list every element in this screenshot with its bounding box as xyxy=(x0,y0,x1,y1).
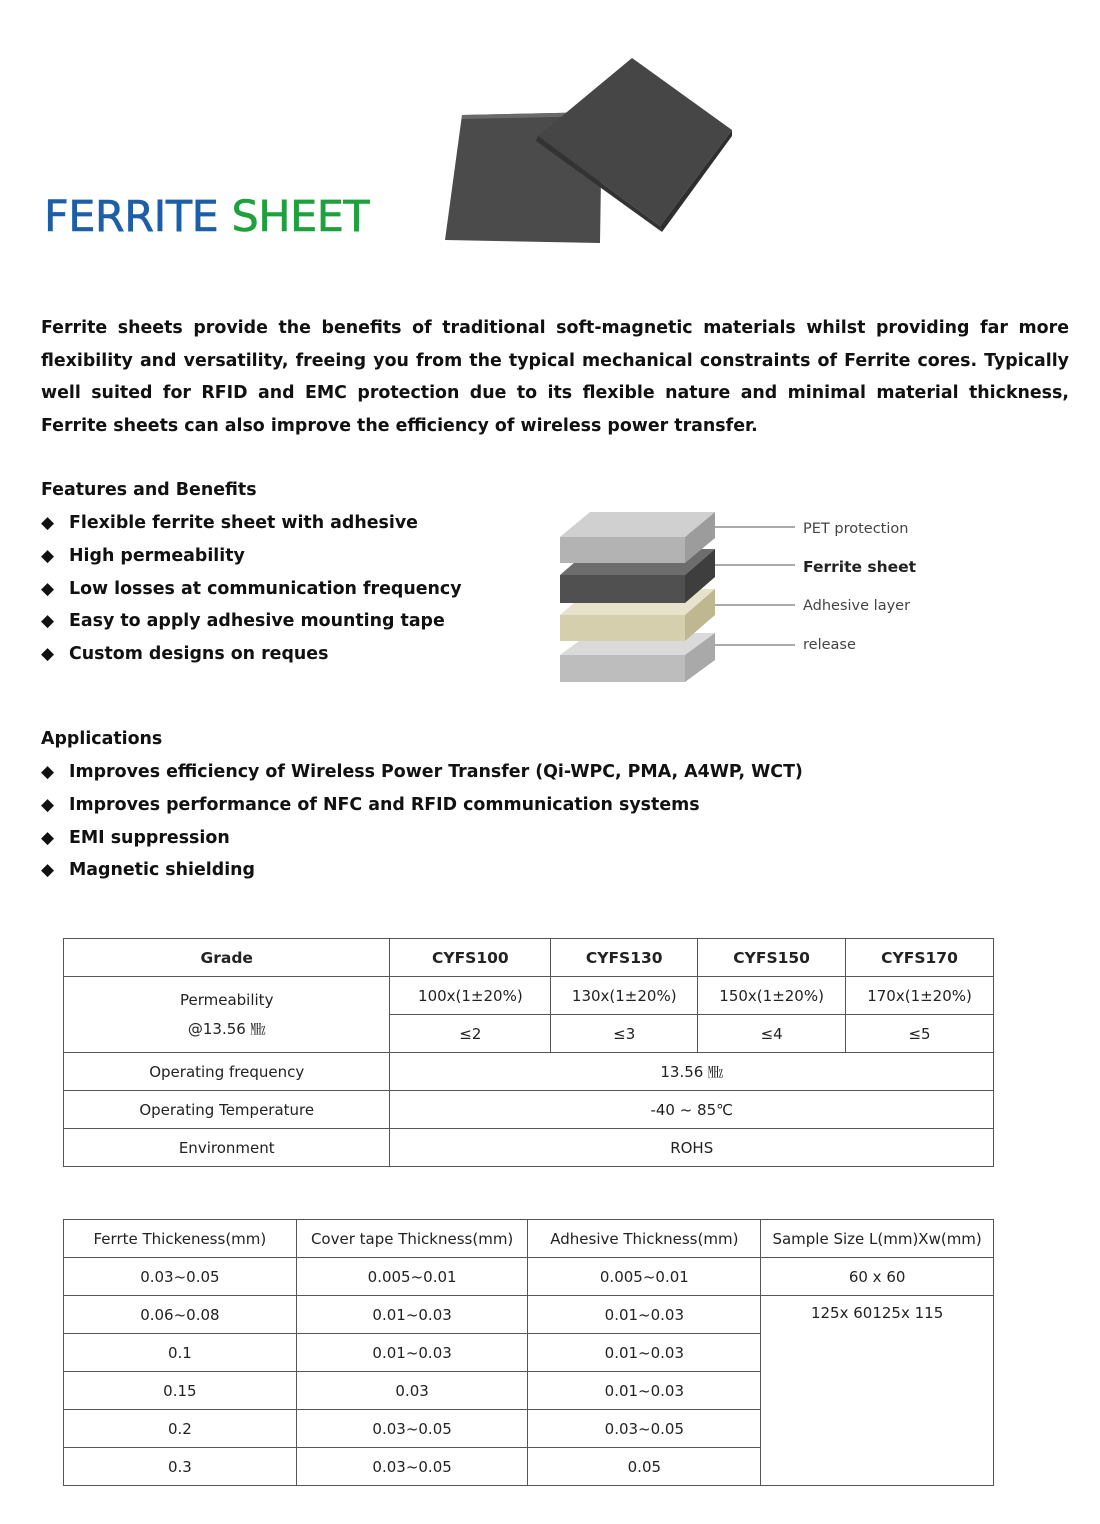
table-cell: Operating frequency xyxy=(64,1053,390,1091)
applications-heading: Applications xyxy=(41,729,163,749)
list-item: ◆ Custom designs on reques xyxy=(41,638,462,671)
table-header: Sample Size L(mm)Xw(mm) xyxy=(761,1220,994,1258)
adhesive-layer-front xyxy=(560,615,685,641)
grade-table xyxy=(63,938,994,1167)
table-cell: 170x(1±20%) xyxy=(846,977,994,1015)
table-cell: ≤3 xyxy=(551,1015,698,1053)
diamond-bullet-icon: ◆ xyxy=(41,762,55,782)
table-row xyxy=(64,1053,994,1091)
table-cell: 0.005~0.01 xyxy=(528,1258,761,1296)
thickness-table xyxy=(63,1219,994,1486)
title-sheet: SHEET xyxy=(231,192,370,242)
page-title xyxy=(44,192,369,242)
list-item: ◆ Magnetic shielding xyxy=(41,854,803,887)
table-cell: Operating Temperature xyxy=(64,1091,390,1129)
table-cell: 0.03~0.05 xyxy=(296,1410,528,1448)
table-cell: 0.01~0.03 xyxy=(528,1334,761,1372)
layer-label-ferrite: Ferrite sheet xyxy=(803,558,917,576)
table-cell: 150x(1±20%) xyxy=(698,977,846,1015)
diamond-bullet-icon: ◆ xyxy=(41,644,55,665)
table-header: Grade xyxy=(64,939,390,977)
ferrite-sheets-image xyxy=(440,40,740,250)
table-cell: 0.05 xyxy=(528,1448,761,1486)
table-header: CYFS170 xyxy=(846,939,994,977)
table-header: Cover tape Thickness(mm) xyxy=(296,1220,528,1258)
table-row xyxy=(64,1220,994,1258)
features-list xyxy=(41,507,462,671)
pet-layer-front xyxy=(560,537,685,563)
table-row xyxy=(64,977,994,1015)
layer-label-adhesive: Adhesive layer xyxy=(803,598,911,614)
table-cell: ≤5 xyxy=(846,1015,994,1053)
table-cell: 0.01~0.03 xyxy=(528,1296,761,1334)
layer-label-pet: PET protection xyxy=(803,521,909,537)
table-row xyxy=(64,939,994,977)
table-row xyxy=(64,1091,994,1129)
table-cell: 13.56 ㎒ xyxy=(390,1053,994,1091)
intro-paragraph: Ferrite sheets provide the benefits of traditional soft-magnetic materials whilst providing far more flexibility and versatility, freeing you from the typical mechanical constraints of Ferrite cores. Typically well suited for RFID and EMC protection due to its flexible nature and minimal material thickness, Ferrite sheets can also improve the efficiency of wireless power transfer. xyxy=(41,318,1069,436)
list-item: ◆ High permeability xyxy=(41,540,462,573)
table-cell: 0.03~0.05 xyxy=(64,1258,297,1296)
table-header: Ferrte Thickeness(mm) xyxy=(64,1220,297,1258)
table-header: CYFS130 xyxy=(551,939,698,977)
list-item: ◆ EMI suppression xyxy=(41,822,803,855)
table-cell: 0.15 xyxy=(64,1372,297,1410)
diamond-bullet-icon: ◆ xyxy=(41,578,55,599)
title-ferrite: FERRITE xyxy=(44,192,219,242)
table-cell: 0.1 xyxy=(64,1334,297,1372)
table-header: Adhesive Thickness(mm) xyxy=(528,1220,761,1258)
table-cell: 0.06~0.08 xyxy=(64,1296,297,1334)
table-cell: 130x(1±20%) xyxy=(551,977,698,1015)
table-cell: -40 ~ 85℃ xyxy=(390,1091,994,1129)
table-cell: 0.03~0.05 xyxy=(528,1410,761,1448)
table-row xyxy=(64,1129,994,1167)
table-cell: 0.2 xyxy=(64,1410,297,1448)
list-item: ◆ Improves efficiency of Wireless Power Transfer (Qi-WPC, PMA, A4WP, WCT) xyxy=(41,756,803,789)
table-cell: 0.01~0.03 xyxy=(296,1334,528,1372)
diamond-bullet-icon: ◆ xyxy=(41,794,55,815)
list-item: ◆ Improves performance of NFC and RFID communication systems xyxy=(41,789,803,822)
release-layer-front xyxy=(560,655,685,682)
table-cell: ≤4 xyxy=(698,1015,846,1053)
features-heading: Features and Benefits xyxy=(41,480,257,500)
table-header: CYFS150 xyxy=(698,939,846,977)
applications-list xyxy=(41,756,803,887)
list-item: ◆ Easy to apply adhesive mounting tape xyxy=(41,605,462,638)
permeability-label: Permeability xyxy=(179,990,274,1009)
diamond-bullet-icon: ◆ xyxy=(41,860,55,881)
table-cell: Environment xyxy=(64,1129,390,1167)
table-header: CYFS100 xyxy=(390,939,551,977)
layer-label-release: release xyxy=(803,637,856,653)
diamond-bullet-icon: ◆ xyxy=(41,827,55,848)
table-row xyxy=(64,1258,994,1296)
ferrite-layer-front xyxy=(560,575,685,603)
table-cell: 0.01~0.03 xyxy=(528,1372,761,1410)
permeability-frequency: @13.56 ㎒ xyxy=(187,1019,266,1038)
diamond-bullet-icon: ◆ xyxy=(41,611,55,632)
diamond-bullet-icon: ◆ xyxy=(41,513,55,533)
list-item: ◆ Flexible ferrite sheet with adhesive xyxy=(41,507,462,540)
table-cell: 125x 60125x 115 xyxy=(761,1296,994,1486)
list-item: ◆ Low losses at communication frequency xyxy=(41,573,462,606)
table-cell: 0.3 xyxy=(64,1448,297,1486)
table-cell: 0.01~0.03 xyxy=(296,1296,528,1334)
table-cell: 0.03 xyxy=(296,1372,528,1410)
table-cell: 0.005~0.01 xyxy=(296,1258,528,1296)
permeability-label-cell xyxy=(64,977,390,1053)
table-row xyxy=(64,1296,994,1334)
table-cell: ROHS xyxy=(390,1129,994,1167)
table-cell: 100x(1±20%) xyxy=(390,977,551,1015)
table-cell: 60 x 60 xyxy=(761,1258,994,1296)
diamond-bullet-icon: ◆ xyxy=(41,545,55,566)
table-cell: 0.03~0.05 xyxy=(296,1448,528,1486)
table-cell: ≤2 xyxy=(390,1015,551,1053)
